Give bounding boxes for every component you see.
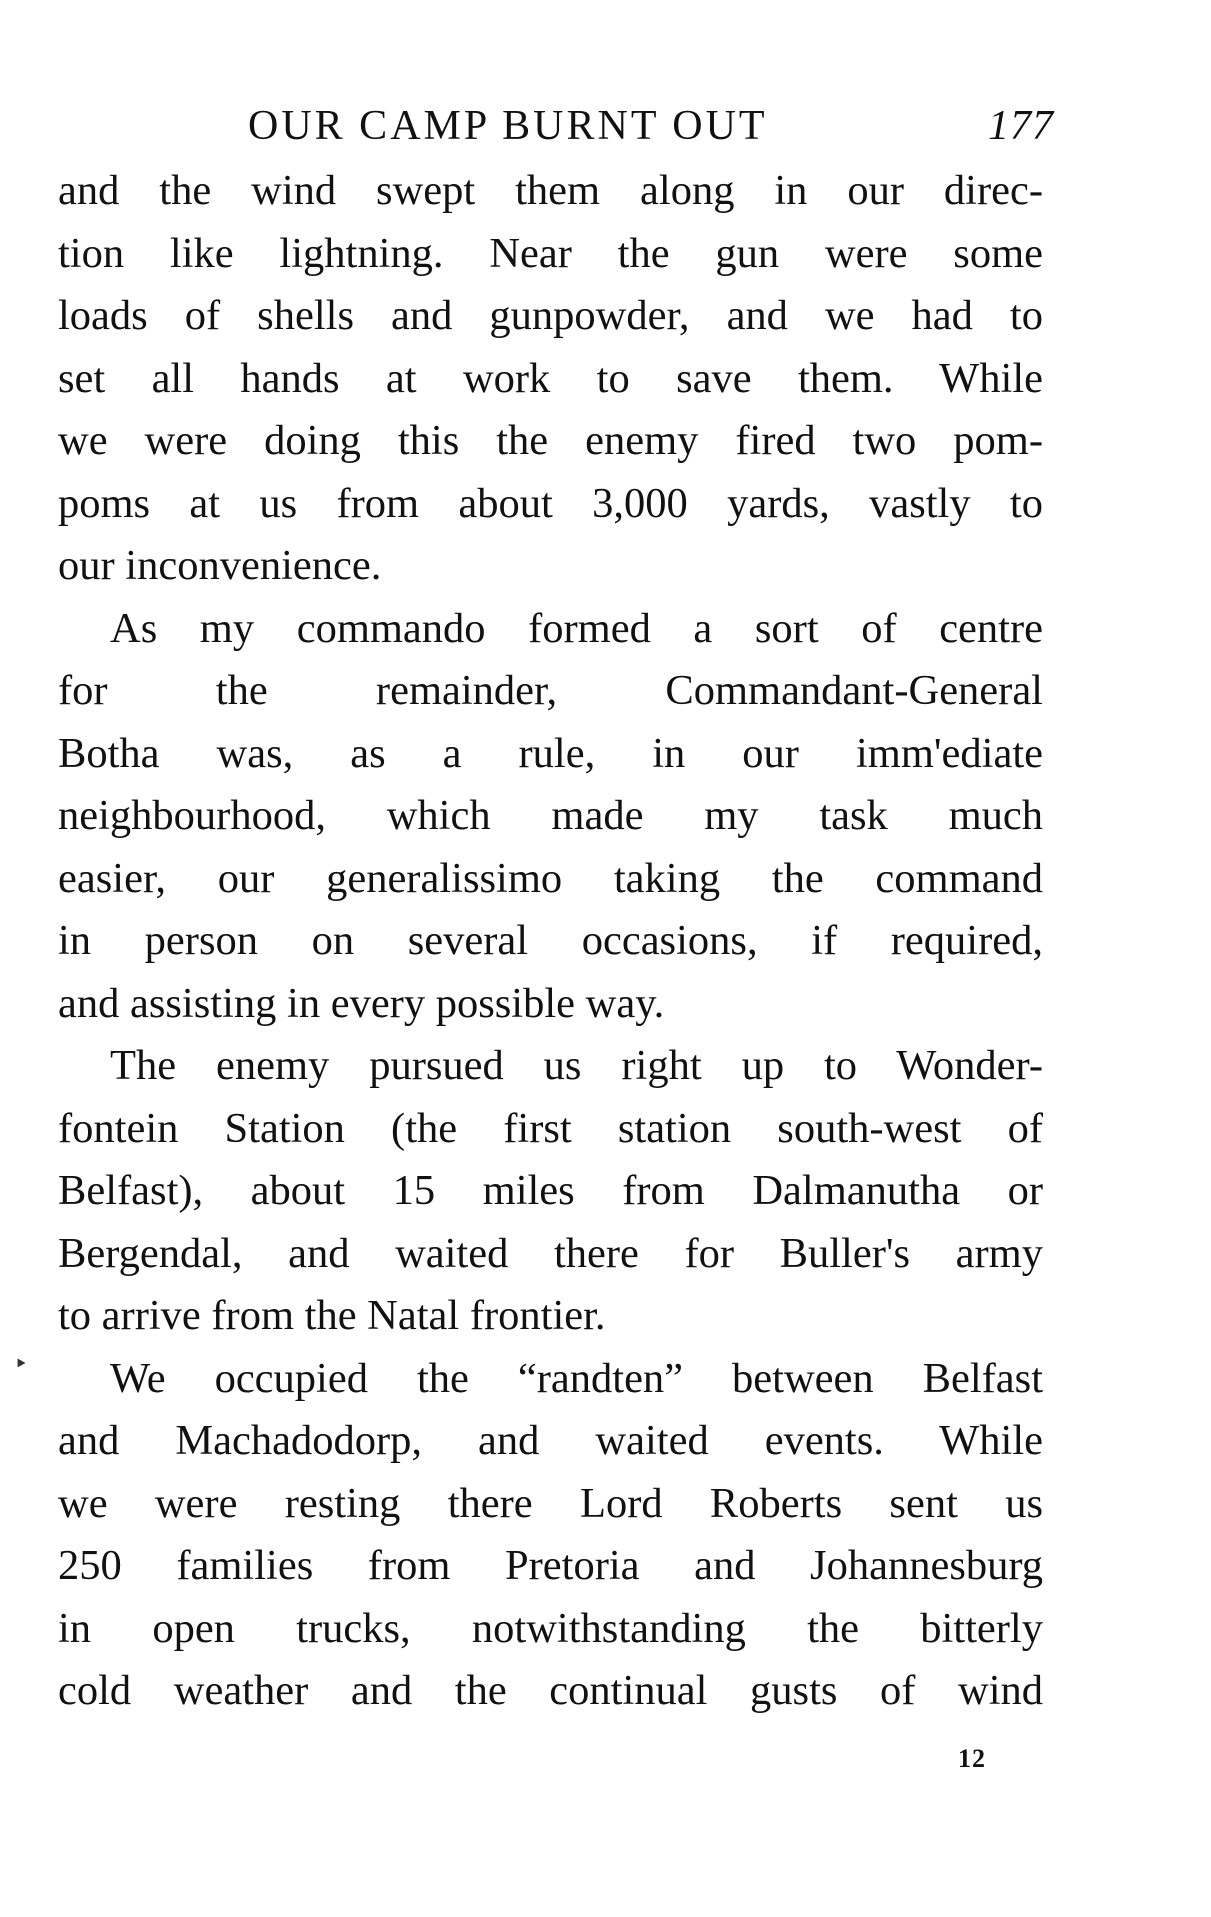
running-title: OUR CAMP BURNT OUT: [248, 103, 768, 149]
text-line: 250 families from Pretoria and Johannesburg: [58, 1542, 1043, 1589]
text-line: Botha was, as a rule, in our imm'ediate: [58, 729, 1043, 777]
page-number: 177: [988, 103, 1054, 149]
paragraph-start-line: We occupied the “randten” between Belfast: [110, 1354, 1043, 1402]
text-line: our inconvenience.: [58, 542, 382, 589]
paragraph-start-line: The enemy pursued us right up to Wonder-: [110, 1042, 1043, 1089]
text-line: we were resting there Lord Roberts sent us: [58, 1479, 1043, 1527]
text-line: poms at us from about 3,000 yards, vastly to: [58, 479, 1043, 527]
text-line: for the remainder, Commandant-General: [58, 667, 1043, 714]
text-line: and Machadodorp, and waited events. While: [58, 1417, 1043, 1464]
running-header: [248, 96, 1054, 156]
text-line: neighbourhood, which made my task much: [58, 792, 1043, 839]
text-line: and the wind swept them along in our direc-: [58, 167, 1043, 214]
text-line: cold weather and the continual gusts of wind: [58, 1667, 1043, 1714]
text-line: easier, our generalissimo taking the command: [58, 854, 1043, 902]
page-body: [58, 160, 1043, 1723]
text-line: tion like lightning. Near the gun were some: [58, 229, 1043, 277]
text-line: loads of shells and gunpowder, and we had to: [58, 292, 1043, 339]
text-line: in person on several occasions, if required,: [58, 917, 1043, 964]
paragraph-start-line: As my commando formed a sort of centre: [110, 604, 1043, 652]
text-line: and assisting in every possible way.: [58, 979, 665, 1027]
text-line: set all hands at work to save them. While: [58, 354, 1043, 402]
text-line: we were doing this the enemy fired two pom-: [58, 417, 1043, 464]
text-line: in open trucks, notwithstanding the bitterly: [58, 1604, 1043, 1652]
text-line: Bergendal, and waited there for Buller's army: [58, 1229, 1043, 1277]
text-line: Belfast), about 15 miles from Dalmanutha or: [58, 1167, 1043, 1214]
text-line: to arrive from the Natal frontier.: [58, 1292, 606, 1339]
text-line: fontein Station (the first station south-west of: [58, 1104, 1043, 1152]
signature-mark: 12: [958, 1744, 986, 1773]
margin-mark: ‣: [14, 1352, 29, 1378]
